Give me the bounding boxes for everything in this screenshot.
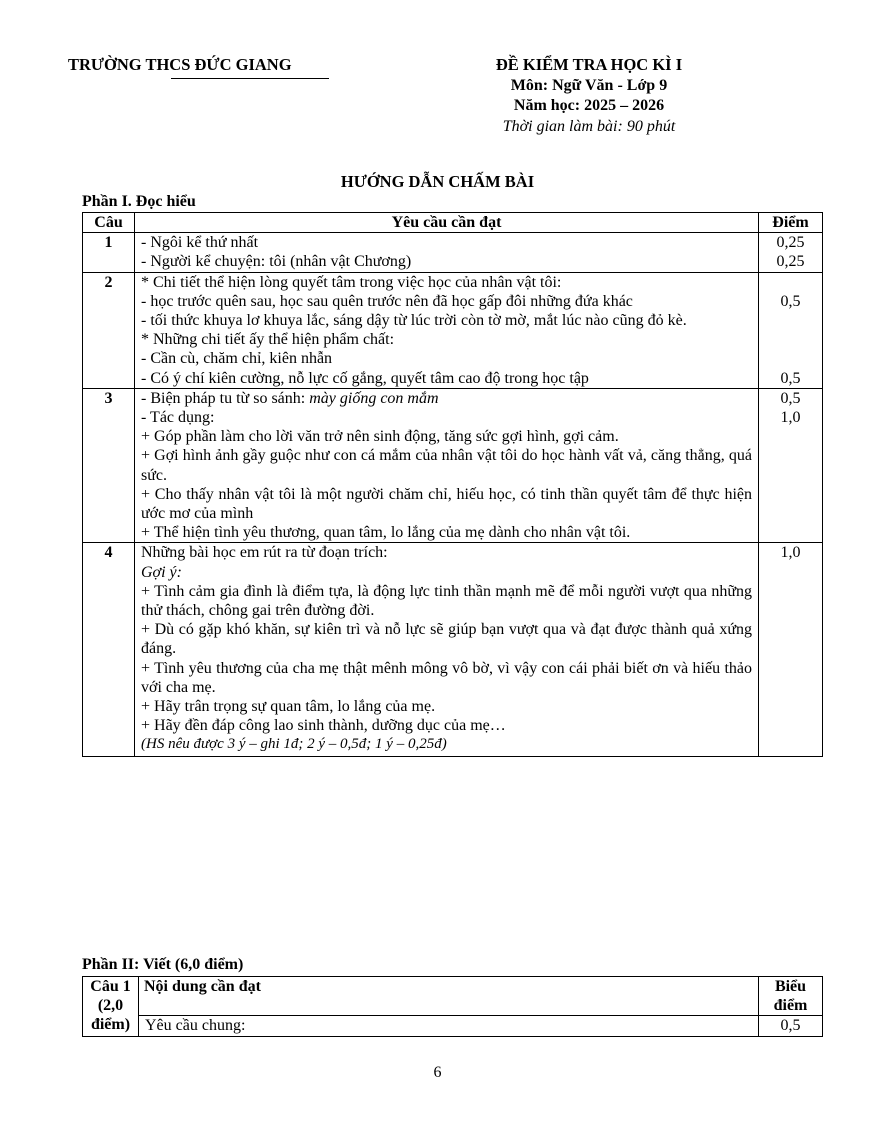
score-value: 0,5 bbox=[780, 369, 801, 387]
answer-line: + Cho thấy nhân vật tôi là một người chăm chỉ, hiếu học, có tinh thần quyết tâm để thực hiện ước mơ của mình bbox=[141, 485, 752, 523]
header-req: Yêu cầu cần đạt bbox=[135, 213, 759, 233]
part1-table bbox=[82, 212, 823, 757]
question-score bbox=[759, 543, 823, 756]
answer-line: - Có ý chí kiên cường, nỗ lực cố gắng, quyết tâm cao độ trong học tập bbox=[141, 369, 589, 387]
answer-line: * Chi tiết thể hiện lòng quyết tâm trong việc học của nhân vật tôi: bbox=[141, 273, 562, 291]
answer-line: * Những chi tiết ấy thể hiện phẩm chất: bbox=[141, 331, 395, 349]
page-number: 6 bbox=[433, 1064, 442, 1081]
score-value: 0,5 bbox=[780, 389, 801, 407]
answer-line: + Hãy trân trọng sự quan tâm, lo lắng của mẹ. bbox=[141, 698, 436, 716]
exam-title: ĐỀ KIỂM TRA HỌC KÌ I bbox=[495, 55, 683, 74]
row-content bbox=[139, 1016, 759, 1036]
answer-line bbox=[141, 389, 752, 408]
header-score: Điểm bbox=[759, 213, 823, 233]
question-number: 2 bbox=[83, 272, 135, 388]
answer-line: + Dù có gặp khó khăn, sự kiên trì và nỗ lực sẽ giúp bạn vượt qua và đạt được thành quả xứng đáng. bbox=[141, 621, 752, 658]
question-score bbox=[759, 388, 823, 543]
table-row bbox=[83, 543, 823, 756]
exam-subject: Môn: Ngữ Văn - Lớp 9 bbox=[510, 76, 668, 94]
answer-line: - học trước quên sau, học sau quên trước nên đã học gấp đôi những đứa khác bbox=[141, 292, 633, 310]
answer-text: - Biện pháp tu từ so sánh: bbox=[141, 389, 310, 407]
answer-line: + Hãy đền đáp công lao sinh thành, dưỡng dục của mẹ… bbox=[141, 717, 506, 735]
quoted-simile: mày giống con mắm bbox=[309, 389, 439, 407]
score-value: 0,25 bbox=[776, 234, 805, 252]
table-row bbox=[83, 233, 823, 272]
question-number: 1 bbox=[83, 233, 135, 272]
question-content bbox=[135, 543, 759, 756]
score-value: 1,0 bbox=[780, 544, 801, 562]
hint-label: Gợi ý: bbox=[141, 563, 182, 581]
answer-line: - Ngôi kể thứ nhất bbox=[141, 234, 259, 252]
answer-line: + Tình yêu thương của cha mẹ thật mênh mông vô bờ, vì vậy con cái phải biết ơn và hiếu thảo với cha mẹ. bbox=[141, 659, 752, 696]
score-value: 0,5 bbox=[780, 292, 801, 310]
part1-title: Phần I. Đọc hiểu bbox=[82, 193, 196, 210]
score-value: 1,0 bbox=[780, 409, 801, 427]
header-num: Câu bbox=[83, 213, 135, 233]
answer-line: - Cần cù, chăm chỉ, kiên nhẫn bbox=[141, 350, 333, 368]
question-number: 4 bbox=[83, 543, 135, 756]
score-value: 0,25 bbox=[776, 253, 805, 271]
exam-year: Năm học: 2025 – 2026 bbox=[513, 97, 665, 114]
table-row bbox=[83, 388, 823, 543]
question-number: 3 bbox=[83, 388, 135, 543]
table-header-row bbox=[83, 213, 823, 233]
part2-table bbox=[82, 976, 823, 1037]
answer-line: Những bài học em rút ra từ đoạn trích: bbox=[141, 544, 388, 562]
answer-line: - tối thức khuya lơ khuya lắc, sáng dậy từ lúc trời còn tờ mờ, mắt lúc nào cũng đỏ kè. bbox=[141, 312, 687, 330]
exam-duration: Thời gian làm bài: 90 phút bbox=[502, 117, 676, 135]
answer-line: - Người kể chuyện: tôi (nhân vật Chương) bbox=[141, 253, 412, 271]
school-underline bbox=[171, 78, 329, 79]
answer-line: + Gợi hình ảnh gầy guộc như con cá mắm của nhân vật tôi do học hành vất vả, căng thẳng, quá sức. bbox=[141, 447, 752, 484]
row-score: 0,5 bbox=[759, 1016, 823, 1036]
answer-line: + Góp phần làm cho lời văn trở nên sinh động, tăng sức gợi hình, gợi cảm. bbox=[141, 428, 619, 446]
school-name: TRƯỜNG THCS ĐỨC GIANG bbox=[68, 55, 292, 74]
scoring-note: (HS nêu được 3 ý – ghi 1đ; 2 ý – 0,5đ; 1 ý – 0,25đ) bbox=[141, 736, 447, 753]
question-content bbox=[135, 233, 759, 272]
answer-line: Yêu cầu chung: bbox=[145, 1017, 246, 1035]
question-score bbox=[759, 272, 823, 388]
part2-title: Phần II: Viết (6,0 điểm) bbox=[82, 956, 244, 973]
answer-line: + Thể hiện tình yêu thương, quan tâm, lo lắng của mẹ dành cho nhân vật tôi. bbox=[141, 524, 631, 542]
question-score bbox=[759, 233, 823, 272]
table-header-row bbox=[83, 977, 823, 1016]
exam-header bbox=[455, 55, 723, 137]
header-score: Biểu điểm bbox=[759, 977, 823, 1016]
header-content: Nội dung cần đạt bbox=[139, 977, 759, 1016]
answer-line: + Tình cảm gia đình là điểm tựa, là động lực tinh thần mạnh mẽ để mỗi người vượt qua những thử thách, chông gai trên đường đời. bbox=[141, 582, 752, 620]
question-content bbox=[135, 388, 759, 543]
question-label: Câu 1 (2,0 điểm) bbox=[83, 977, 139, 1037]
answer-line: - Tác dụng: bbox=[141, 409, 215, 427]
question-content bbox=[135, 272, 759, 388]
table-row bbox=[83, 1016, 823, 1036]
guide-title: HƯỚNG DẪN CHẤM BÀI bbox=[340, 172, 535, 191]
table-row bbox=[83, 272, 823, 388]
